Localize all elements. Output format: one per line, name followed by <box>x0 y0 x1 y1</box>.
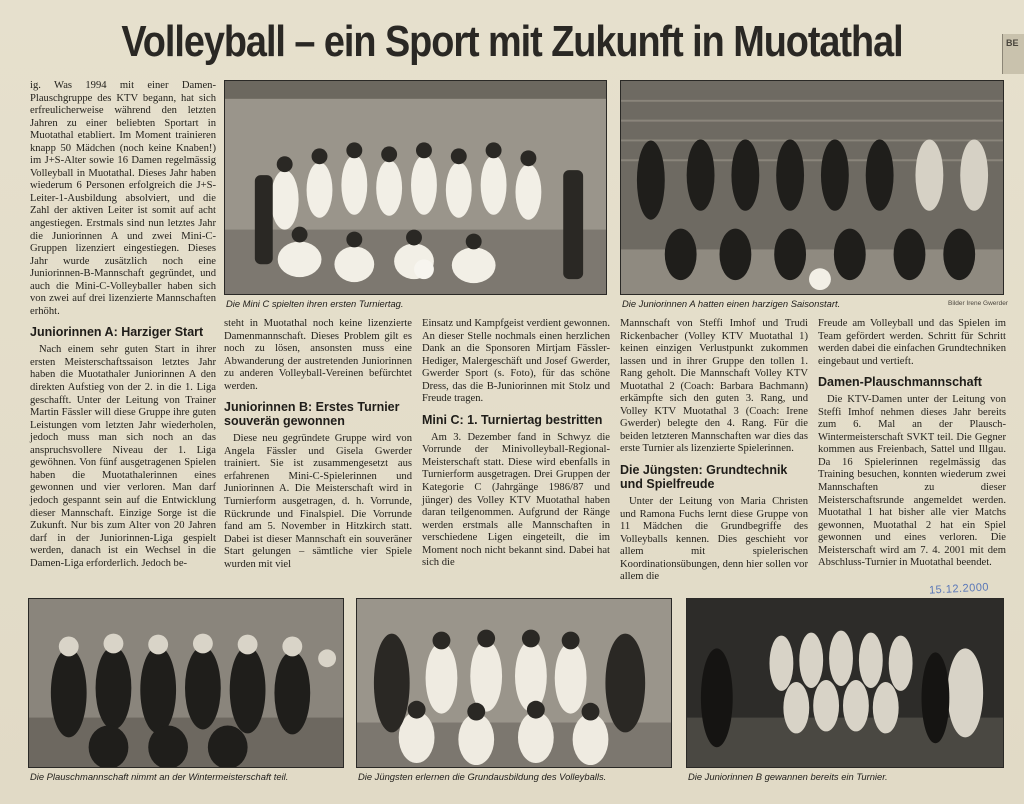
paragraph-mini-c-cont: Mannschaft von Steffi Imhof und Trudi Rickenbacher (Volley KTV Muotathal 1) keinen einzigen Verlustpunkt zukommen lassen und in ihrer Gruppe den tollen 1. Rang geholt. Die Mannschaft Volley KTV Muotathal 2 (Coach: Barbara Bachmann) erkämpfte sich den guten 3. Rang, und Volley KTV Muotathal 3 (Coach: Irene Gwerder) belegte den 4. Rang. Für die beiden letzteren Mannschaften war dies das erste Turnier als lizenzierte Spielerinnen. <box>620 318 808 455</box>
photo-juniorinnen-b <box>686 598 1004 768</box>
column-3 <box>422 318 610 570</box>
heading-damen: Damen-Plauschmannschaft <box>818 375 982 390</box>
photo-plausch-image <box>29 599 343 767</box>
intro-paragraph: ig. Was 1994 mit einer Damen-Plauschgruppe des KTV begann, hat sich erfreulicherweise während den letzten Jahren zu einer beliebten Sportart in Muotathal etabliert. Im Moment trainieren knapp 50 Mädchen (noch keine Knaben!) im J+S-Alter sowie 16 Damen regelmässig Volleyball in Muotathal. Dieses Jahr haben wiederum 6 Personen erfolgreich die J+S-Leiter-1-Ausbildung absolviert, und die Zahl der aktiven Leiter ist somit auf acht angestiegen. Erstmals sind nun letztes Jahr die Juniorinnen A und zwei Mini-C-Gruppen lizenziert eingestiegen. Dieses Jahr wurde zusätzlich noch eine Juniorinnen-B-Mannschaft gegründet, und auch die Mini-C-Volleyballer haben sich von zwei auf drei lizenzierte Mannschaften erhöht. <box>30 80 216 317</box>
paragraph-damen: Die KTV-Damen unter der Leitung von Steffi Imhof nehmen dieses Jahr bereits zum 6. Mal an der Plausch-Wintermeisterschaft SVKT teil. Die Gegner kommen aus Freienbach, Sattel und Illgau. Da 16 Spielerinnen regelmässig das Training besuchen, konnten wiederum zwei Mannschaften zu dieser Meisterschaftsrunde angemeldet werden. Muotathal 1 hat bisher alle vier Matchs gewonnen, Muotathal 2 hat ein Spiel gewonnen und eines verloren. Die Meisterschaft wird am 7. 4. 2001 mit dem Abschluss-Turnier in Muotathal beendet. <box>818 394 1006 569</box>
caption-mini-c: Die Mini C spielten ihren ersten Turniertag. <box>226 298 404 309</box>
paragraph-jungsten: Unter der Leitung von Maria Christen und Ramona Fuchs lernt diese Gruppe von 11 Mädchen die Grundbegriffe des Volleyballs kennen. Dies geschieht vor allem mit spielerischen Koordinationsübungen, denn hier sollen vor allem die <box>620 496 808 583</box>
photo-mini-c-image <box>225 81 606 294</box>
photo-credit: Bilder Irene Gwerder <box>948 300 1008 307</box>
paragraph-jungsten-cont: Freude am Volleyball und das Spielen im Team gefördert werden. Schritt für Schritt werden dabei die einfachen Grundtechniken eingebaut und vertieft. <box>818 318 1006 367</box>
photo-jungsten <box>356 598 672 768</box>
photo-juniorinnen-a-image <box>621 81 1003 294</box>
heading-mini-c: Mini C: 1. Turniertag bestritten <box>422 412 603 427</box>
photo-juniorinnen-a <box>620 80 1004 295</box>
paragraph-juniorinnen-b-cont: Einsatz und Kampfgeist verdient gewonnen. An dieser Stelle nochmals einen herzlichen Dank an die Sponsoren Mirtjam Fässler-Hediger, Malergeschäft und Josef Gwerder, Gwerder Sport (s. Foto), für das schöne Dress, das die B-Juniorinnen mit Stolz und Freude tragen. <box>422 318 610 405</box>
heading-jungsten: Die Jüngsten: Grundtechnik und Spielfreude <box>620 463 788 492</box>
column-5 <box>818 318 1006 570</box>
caption-jungsten: Die Jüngsten erlernen die Grundausbildung des Volleyballs. <box>358 771 607 782</box>
caption-juniorinnen-b: Die Juniorinnen B gewannen bereits ein Turnier. <box>688 771 888 782</box>
photo-juniorinnen-b-image <box>687 599 1003 767</box>
photo-mini-c <box>224 80 607 295</box>
paragraph-juniorinnen-a: Nach einem sehr guten Start in ihrer ersten Meisterschaftssaison letztes Jahr haben die Muotathaler Juniorinnen A den direkten Aufstieg von der 2. in die 1. Liga geschafft. Unter der Leitung von Trainer Martin Fässler will diese Gruppe ihre guten Leistungen vom letzten Jahr wiederholen, jedoch muss man sich noch an das anspruchsvollere Niveau der 1. Liga gewöhnen. Von fünf ausgetragenen Spielen haben die Muotathalerinnen eines gewonnen und vier verloren. Man darf jedoch gespannt sein auf die Entwicklung dieser Mannschaft. Einzige Sorge ist die Zukunft. Nur bis zum Alter von 20 Jahren darf in der Juniorinnen-Liga gespielt werden, danach ist ein Wechsel in die Damen-Liga erforderlich. Jedoch be- <box>30 344 216 569</box>
paragraph-juniorinnen-a-cont: steht in Muotathal noch keine lizenzierte Damenmannschaft. Dieses Problem gilt es noch zu lösen, ansonsten muss eine Abwanderung der austretenden Juniorinnen zu anderen Volleyball-Vereinen befürchtet werden. <box>224 318 412 392</box>
caption-juniorinnen-a: Die Juniorinnen A hatten einen harzigen Saisonstart. <box>622 298 841 309</box>
photo-jungsten-image <box>357 599 671 767</box>
date-stamp: 15.12.2000 <box>928 581 990 597</box>
adjacent-page-edge: BE <box>1002 34 1024 74</box>
heading-juniorinnen-a: Juniorinnen A: Harziger Start <box>30 325 204 340</box>
paragraph-juniorinnen-b: Diese neu gegründete Gruppe wird von Angela Fässler und Gisela Gwerder trainiert. Sie ist zusammengesetzt aus erfahrenen Mini-C-Spielerinnen und Juniorinnen A. Die Meisterschaft wird in Turnierform ausgetragen, d. h. Vorrunde, Rückrunde und Finalspiel. Die Vorrunde fand am 5. November in Hitzkirch statt. Dabei ist dieser Mannschaft ein souveräner Start gelungen – sämtliche vier Spiele wurden mit viel <box>224 433 412 570</box>
paragraph-mini-c: Am 3. Dezember fand in Schwyz die Vorrunde der Minivolleyball-Regional-Meisterschaft statt. Diese wird ebenfalls in Turnierform ausgetragen. Drei Gruppen der Kategorie C (Jahrgänge 1986/87 und jünger) des Volley KTV Muotathal haben daran teilgenommen. Aufgrund der Ränge werden erstmals alle Mannschaften in verschiedene Ligen eingeteilt, die im Moment noch nicht bekannt sind. Dabei hat sich die <box>422 431 610 569</box>
column-1 <box>30 80 216 570</box>
photo-plausch <box>28 598 344 768</box>
column-4 <box>620 318 808 584</box>
column-2 <box>224 318 412 571</box>
heading-juniorinnen-b: Juniorinnen B: Erstes Turnier souverän gewonnen <box>224 400 400 429</box>
article-headline: Volleyball – ein Sport mit Zukunft in Muotathal <box>121 17 903 66</box>
caption-plausch: Die Plauschmannschaft nimmt an der Wintermeisterschaft teil. <box>30 771 289 782</box>
